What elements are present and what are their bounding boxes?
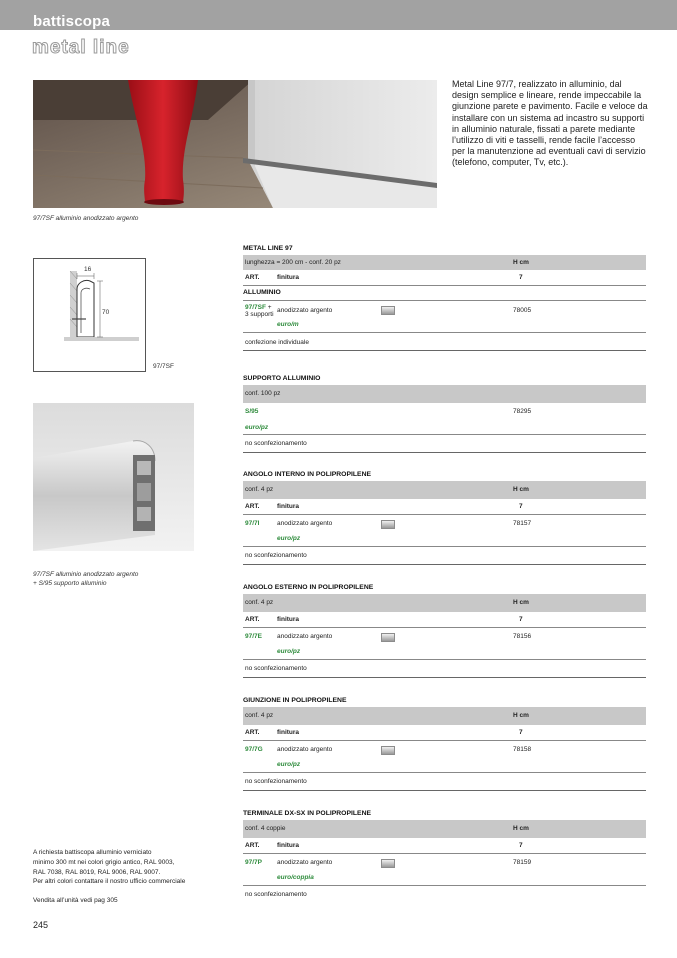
- product-code: 78158: [513, 746, 532, 753]
- section-title: GIUNZIONE IN POLIPROPILENE: [243, 697, 347, 704]
- product-code: 78005: [513, 307, 532, 314]
- art-code: 97/7G: [245, 746, 263, 753]
- height-value: 7: [519, 503, 523, 510]
- finish-header: finitura: [277, 842, 300, 849]
- section-title: ANGOLO ESTERNO IN POLIPROPILENE: [243, 584, 374, 591]
- section-angolo-esterno: [243, 582, 646, 678]
- height-header: H cm: [513, 599, 529, 606]
- pack-note: no sconfezionamento: [245, 552, 307, 559]
- skirting-profile-illustration: [33, 403, 194, 564]
- pack-info: conf. 4 pz: [245, 712, 274, 719]
- art-code: 97/7I: [245, 520, 260, 527]
- section-metal-line: [243, 243, 646, 351]
- pack-row: [243, 886, 646, 904]
- product-row: [243, 300, 646, 333]
- unit-sale-reference: Vendita all’unità vedi pag 305: [33, 897, 118, 904]
- product-row: [243, 741, 646, 773]
- height-header: H cm: [513, 259, 529, 266]
- art-code: 97/7P: [245, 859, 262, 866]
- pack-note: no sconfezionamento: [245, 778, 307, 785]
- intro-paragraph: Metal Line 97/7, realizzato in alluminio, dal design semplice e lineare, rende impeccabile la giunzione parete e pavimento. Facile e veloce da installare con un sistema ad incastro su supporti in alluminio naturale, fissati a parete mediante l’utilizzo di viti e tasselli, rende facile l’accesso per la manutenzione ad eventuali cavi di servizio (telefono, computer, Tv, etc.).: [452, 79, 648, 168]
- drawing-label: 97/7SF: [153, 363, 174, 370]
- second-photo-caption-2: + S/95 supporto alluminio: [33, 580, 107, 587]
- pack-info-row: [243, 820, 646, 838]
- pack-info: conf. 4 coppie: [245, 825, 286, 832]
- finish-swatch: [381, 633, 395, 642]
- section-title: ANGOLO INTERNO IN POLIPROPILENE: [243, 471, 372, 478]
- finish: anodizzato argento: [277, 859, 333, 866]
- finish-header: finitura: [277, 503, 300, 510]
- pack-info-row: [243, 481, 646, 499]
- art-suffix: +: [265, 304, 272, 311]
- product-title: metal line: [32, 37, 130, 58]
- product-row: [243, 403, 646, 435]
- art-header: ART.: [245, 842, 260, 849]
- pack-row: [243, 773, 646, 791]
- height-header: H cm: [513, 486, 529, 493]
- main-photo: [33, 80, 437, 208]
- finish-header: finitura: [277, 274, 300, 281]
- art-code: S/95: [245, 408, 259, 415]
- pack-note: confezione individuale: [245, 339, 309, 346]
- pack-info-row: [243, 385, 646, 403]
- art-header: ART.: [245, 729, 260, 736]
- subsection-title: ALLUMINIO: [243, 289, 281, 296]
- finish-header: finitura: [277, 729, 300, 736]
- price-unit: euro/pz: [245, 424, 269, 431]
- section-title: SUPPORTO ALLUMINIO: [243, 375, 321, 382]
- product-row: [243, 854, 646, 886]
- pack-info-row: [243, 255, 646, 270]
- product-row: [243, 515, 646, 547]
- dim-top-label: 16: [84, 266, 92, 273]
- pack-row: [243, 435, 646, 453]
- pack-info: conf. 4 pz: [245, 486, 274, 493]
- pack-row: [243, 547, 646, 565]
- finish-swatch: [381, 306, 395, 315]
- finish: anodizzato argento: [277, 746, 333, 753]
- section-giunzione: [243, 695, 646, 791]
- pack-info: lunghezza = 200 cm - conf. 20 pz: [245, 259, 341, 266]
- pack-note: no sconfezionamento: [245, 665, 307, 672]
- page-number: 245: [33, 920, 49, 930]
- price-unit: euro/pz: [277, 761, 301, 768]
- main-photo-caption: 97/7SF alluminio anodizzato argento: [33, 215, 139, 222]
- pack-info-row: [243, 594, 646, 612]
- section-supporto: [243, 373, 646, 453]
- column-header-row: [243, 499, 646, 515]
- section-title: TERMINALE DX-SX IN POLIPROPILENE: [243, 810, 372, 817]
- product-row: [243, 628, 646, 660]
- height-value: 7: [519, 274, 523, 281]
- pack-row: [243, 333, 646, 351]
- finish-header: finitura: [277, 616, 300, 623]
- finish: anodizzato argento: [277, 307, 333, 314]
- finish-swatch: [381, 746, 395, 755]
- section-angolo-interno: [243, 469, 646, 565]
- profile-section-drawing: [34, 259, 145, 371]
- column-header-row: [243, 270, 646, 286]
- note-line-1: A richiesta battiscopa alluminio verniciato: [33, 849, 152, 856]
- price-unit: euro/pz: [277, 535, 301, 542]
- art-header: ART.: [245, 274, 260, 281]
- height-value: 7: [519, 729, 523, 736]
- pack-row: [243, 660, 646, 678]
- technical-drawing: [33, 258, 146, 372]
- height-value: 7: [519, 616, 523, 623]
- note-line-2: minimo 300 mt nei colori grigio antico, RAL 9003,: [33, 858, 175, 866]
- finish: anodizzato argento: [277, 633, 333, 640]
- height-header: H cm: [513, 825, 529, 832]
- finish: anodizzato argento: [277, 520, 333, 527]
- product-code: 78159: [513, 859, 532, 866]
- pack-info-row: [243, 707, 646, 725]
- price-unit: euro/pz: [277, 648, 301, 655]
- room-illustration: [33, 80, 437, 208]
- finish-swatch: [381, 859, 395, 868]
- product-code: 78156: [513, 633, 532, 640]
- art-header: ART.: [245, 503, 260, 510]
- product-code: 78295: [513, 408, 532, 415]
- art-code: 97/7E: [245, 633, 262, 640]
- price-unit: euro/m: [277, 321, 299, 328]
- column-header-row: [243, 838, 646, 854]
- column-header-row: [243, 612, 646, 628]
- price-unit: euro/coppia: [277, 874, 314, 881]
- pack-note: no sconfezionamento: [245, 440, 307, 447]
- section-title: METAL LINE 97: [243, 245, 293, 252]
- dim-side-label: 70: [102, 309, 110, 316]
- height-value: 7: [519, 842, 523, 849]
- art-sub: 3 supporti: [245, 311, 274, 318]
- art-header: ART.: [245, 616, 260, 623]
- pack-note: no sconfezionamento: [245, 891, 307, 898]
- category-title: battiscopa: [33, 13, 111, 30]
- note-line-4: Per altri colori contattare il nostro ufficio commerciale: [33, 878, 186, 886]
- finish-swatch: [381, 520, 395, 529]
- product-code: 78157: [513, 520, 532, 527]
- height-header: H cm: [513, 712, 529, 719]
- column-header-row: [243, 725, 646, 741]
- pack-info: conf. 4 pz: [245, 599, 274, 606]
- section-terminale: [243, 808, 646, 904]
- second-photo-caption-1: 97/7SF alluminio anodizzato argento: [33, 571, 139, 578]
- note-line-3: RAL 7038, RAL 8019, RAL 9006, RAL 9007.: [33, 868, 161, 876]
- art-code: 97/7SF: [245, 304, 266, 311]
- second-photo: [33, 403, 194, 564]
- pack-info: conf. 100 pz: [245, 390, 281, 397]
- custom-color-note: [33, 848, 233, 887]
